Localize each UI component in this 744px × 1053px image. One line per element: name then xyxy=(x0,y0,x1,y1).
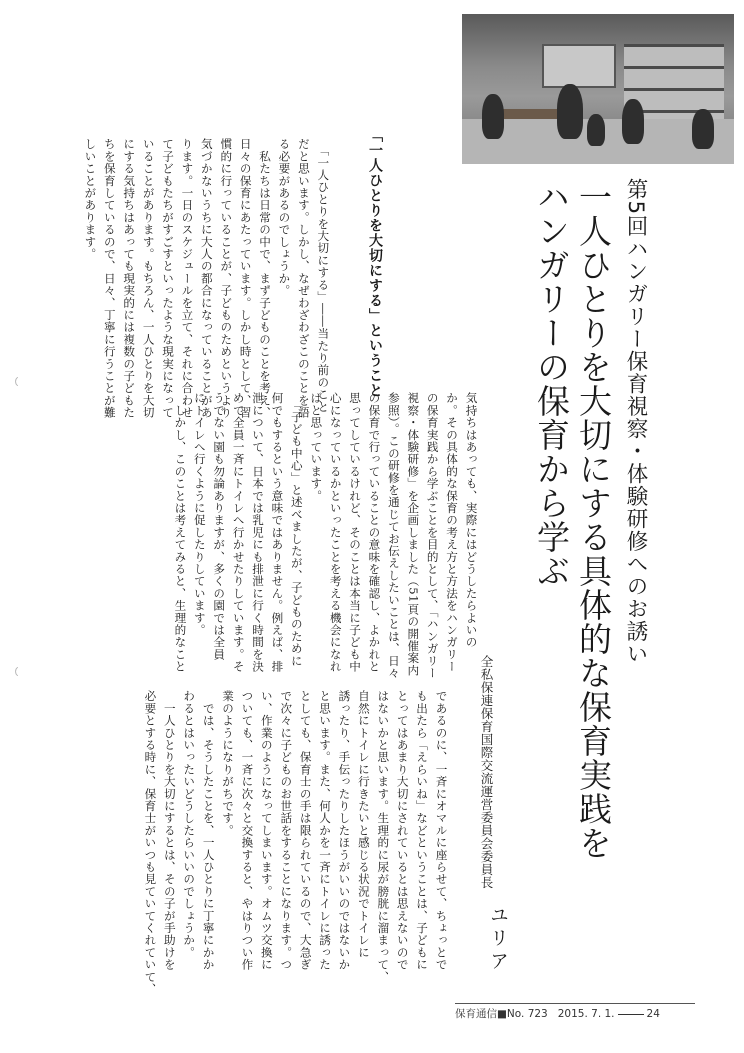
photo-child xyxy=(622,99,644,144)
section-subheading: 「一人ひとりを大切にする」ということ xyxy=(367,128,383,398)
page-number: 24 xyxy=(646,1008,660,1020)
author-name: ユリア xyxy=(487,905,509,974)
footer-issue: No. 723 xyxy=(506,1008,548,1020)
photo-wall-board xyxy=(542,44,616,88)
footer-magazine: 保育通信 xyxy=(455,1008,497,1020)
title-line-1: 一人ひとりを大切にする具体的な保育実践を xyxy=(574,180,613,860)
footer-square-icon: ■ xyxy=(497,1008,507,1020)
body-paragraph-bottom: であるのに、一斉にオマルに座らせて、ちょっとで も出たら「えらいね」などということは、子どもに とってはあまり大切にされているとは思えないので はないかと思います。生理的に尿が膀胱に溜まって、 自然にトイレに行きたいと感じる状況でトイレに 誘ったり、手伝ったりしたほうがいいのではないか と思います。また、何人かを一斉にトイレに誘った としても、保育士の手は限られているので、大急ぎ で次々に子どものお世話をすることになります。つ い、作業のようになってしまいます。オムツ交換に ついても、一斉に次々と交換すると、やはりつい作 業のようになりがちです。 では、そうしたことを、一人ひとりに丁寧にかか わるとはいったいどうしたらいいのでしょうか。 一人ひとりを大切にするとは、その子が手助けを 必要とする時に、保育士がいつも見ていてくれていて、 xyxy=(143,690,449,995)
footer-rule xyxy=(618,1014,644,1015)
punch-mark xyxy=(13,667,23,677)
title-line-2: ハンガリーの保育から学ぶ xyxy=(532,180,571,588)
punch-mark xyxy=(13,377,23,387)
photo-child xyxy=(482,94,504,139)
photo-child xyxy=(557,84,583,139)
photo-child xyxy=(692,109,714,149)
classroom-photo xyxy=(462,14,734,164)
footer-date: 2015. 7. 1. xyxy=(557,1008,615,1020)
photo-child xyxy=(587,114,605,146)
series-title: 第5回ハンガリー保育視察・体験研修へのお誘い xyxy=(623,178,648,666)
author-role: 全私保連保育国際交流運営委員会委員長 xyxy=(479,655,494,889)
body-paragraph-top: 気持ちはあっても、実際にはどうしたらよいの か。その具体的な保育の考え方と方法をハンガリー の保育実践から学ぶことを目的として、「ハンガリー 視察・体験研修」を企画しました（51頁の開催案内 参照）。この研修を通じてお伝えしたいことは、日々 の保育で行っていることの意味を確認し、よかれと 思ってしているけれど、そのことは本当に子ども中 心になっているかといったことを考える機会になれ ばと思っています。 「子ども中心」と述べましたが、子どものために 何でもするという意味ではありません。例えば、排 泄について、日本では乳児にも排泄に行く時間を決 めて全員一斉にトイレへ行かせたりしています。そ うでない園も勿論ありますが、多くの園では全員 にトイレへ行くように促したりしています。 しかし、このことは考えてみると、生理的なこと xyxy=(173,392,479,679)
page-footer xyxy=(455,1003,695,1021)
article-title xyxy=(530,180,614,880)
body-paragraph-left: 「一人ひとりを大切にする」――当たり前のこと だと思います。しかし、なぜわざわざこのことを語 る必要があるのでしょうか。 私たちは日常の中で、まず子どものことを考え、 日々の保育にあたっています。しかし時として、習 慣的に行っていることが、子どものためというより 気づかないうちに大人の都合になっていることがあ ります。一日のスケジュールを立て、それに合わせ て子どもたちがすごすといったような現実になって いることがあります。もちろん、一人ひとりを大切 にする気持ちはあっても現実的には複数の子どもた ちを保育しているので、日々、丁寧に行うことが難 しいことがあります。 xyxy=(83,138,331,419)
